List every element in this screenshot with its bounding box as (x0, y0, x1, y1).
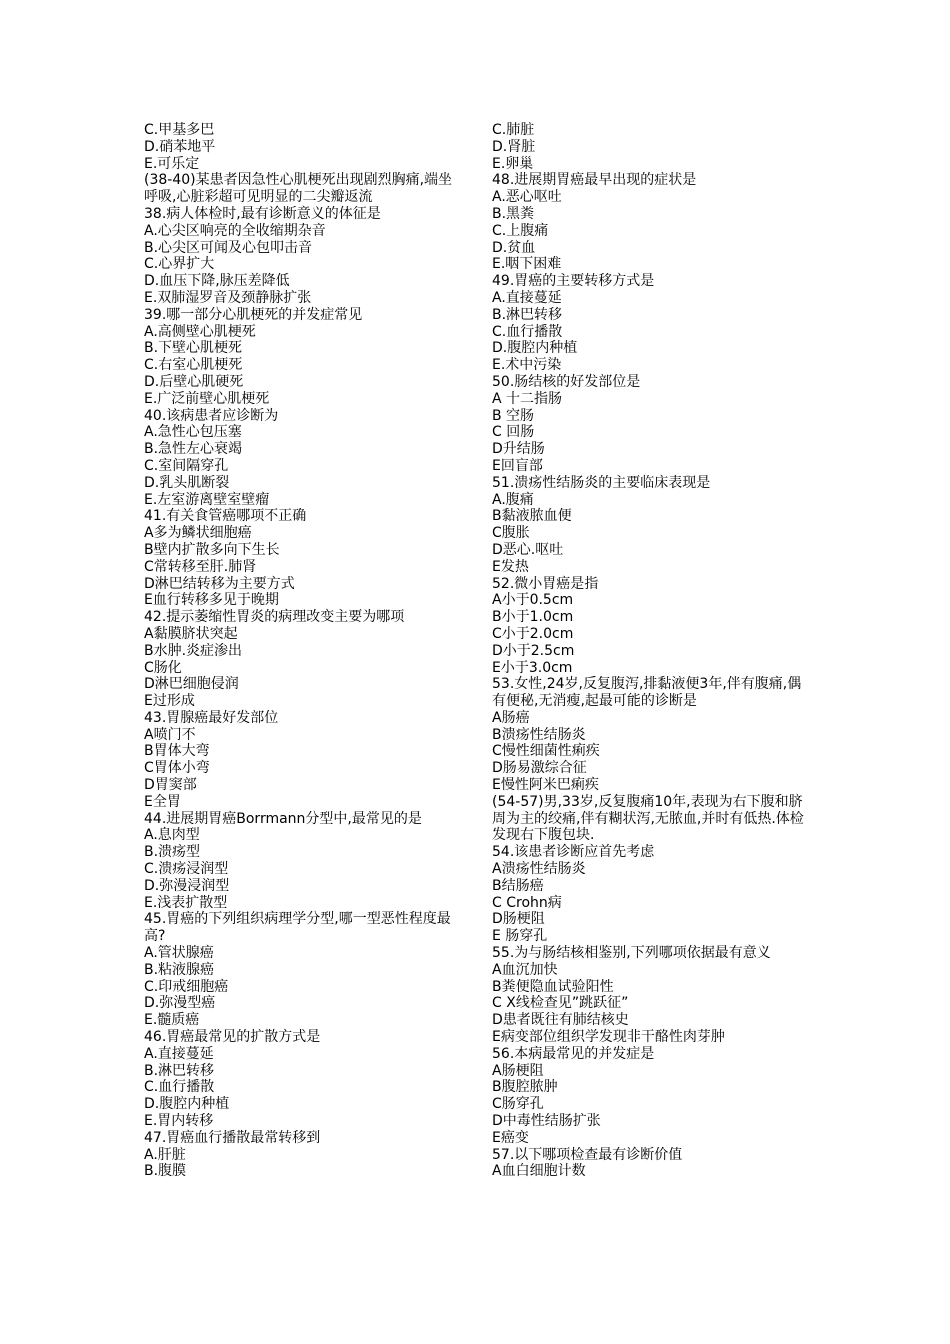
right-text-line: A溃疡性结肠炎 (492, 861, 586, 878)
left-text-line: E.髓质癌 (144, 1012, 200, 1029)
left-text-line: A.心尖区响亮的全收缩期杂音 (144, 222, 326, 239)
right-text-line: E慢性阿米巴痢疾 (492, 777, 599, 794)
right-text-line: 53.女性,24岁,反复腹泻,排黏液便3年,伴有腹痛,偶有便秘,无消瘦,起最可能的诊断是 (492, 676, 802, 710)
right-text-line: C 回肠 (492, 424, 535, 441)
left-text-line: A多为鳞状细胞癌 (144, 525, 252, 542)
left-text-line: A黏膜脐状突起 (144, 625, 238, 642)
right-text-line: D.肾脏 (492, 138, 536, 155)
right-text-line: D升结肠 (492, 441, 545, 458)
left-text-line: B壁内扩散多向下生长 (144, 541, 280, 558)
right-text-line: A 十二指肠 (492, 390, 563, 407)
right-text-line: A.直接蔓延 (492, 289, 562, 306)
left-text-line: E.胃内转移 (144, 1113, 214, 1130)
right-text-line: C X线检查见”跳跃征” (492, 995, 629, 1012)
left-text-line: D淋巴结转移为主要方式 (144, 575, 295, 592)
left-text-line: D.后壁心肌硬死 (144, 373, 244, 390)
right-text-line: D肠梗阻 (492, 911, 545, 928)
right-text-line: E.咽下困难 (492, 256, 562, 273)
left-text-line: E血行转移多见于晚期 (144, 592, 279, 609)
left-text-line: D胃窦部 (144, 777, 197, 794)
right-text-line: B溃疡性结肠炎 (492, 726, 586, 743)
left-text-line: E过形成 (144, 693, 195, 710)
left-text-line: E全胃 (144, 793, 181, 810)
right-text-line: B粪便隐血试验阳性 (492, 978, 614, 995)
right-text-line: E小于3.0cm (492, 659, 573, 676)
right-text-line: A肠梗阻 (492, 1062, 544, 1079)
left-text-line: B水肿.炎症渗出 (144, 642, 243, 659)
left-text-line: 44.进展期胃癌Borrmann分型中,最常见的是 (144, 810, 422, 827)
right-text-line: D.贫血 (492, 239, 536, 256)
left-text-line: B.心尖区可闻及心包叩击音 (144, 239, 313, 256)
right-text-line: D肠易激综合征 (492, 760, 587, 777)
right-text-line: B 空肠 (492, 407, 535, 424)
left-text-line: A.管状腺癌 (144, 945, 214, 962)
right-text-line: B.黑粪 (492, 205, 535, 222)
left-text-line: E.可乐定 (144, 155, 200, 172)
right-text-line: 51.溃疡性结肠炎的主要临床表现是 (492, 474, 711, 491)
left-text-line: (38-40)某患者因急性心肌梗死出现剧烈胸痛,端坐呼吸,心脏彩超可见明显的二尖瓣返流 (144, 172, 453, 206)
right-text-line: E发热 (492, 558, 529, 575)
left-text-line: C肠化 (144, 659, 182, 676)
right-text-line: B结肠癌 (492, 877, 544, 894)
left-text-line: A喷门不 (144, 726, 196, 743)
left-text-line: A.息肉型 (144, 827, 200, 844)
left-text-line: D.弥漫型癌 (144, 995, 216, 1012)
left-text-line: 45.胃癌的下列组织病理学分型,哪一型恶性程度最高? (144, 911, 451, 945)
right-text-line: A肠癌 (492, 709, 530, 726)
left-text-line: C.室间隔穿孔 (144, 457, 229, 474)
right-text-line: 50.肠结核的好发部位是 (492, 373, 641, 390)
left-text-line: B.急性左心衰竭 (144, 441, 243, 458)
left-text-line: C胃体小弯 (144, 760, 210, 777)
right-text-line: 54.该患者诊断应首先考虑 (492, 844, 655, 861)
left-text-line: D.腹腔内种植 (144, 1096, 230, 1113)
left-text-line: C.血行播散 (144, 1079, 215, 1096)
right-text-line: D患者既往有肺结核史 (492, 1012, 629, 1029)
right-text-line: C慢性细菌性痢疾 (492, 743, 600, 760)
left-text-line: C.甲基多巴 (144, 122, 215, 138)
left-text-line: 46.胃癌最常见的扩散方式是 (144, 1029, 321, 1046)
left-text-line: A.急性心包压塞 (144, 424, 242, 441)
right-text-line: B黏液脓血便 (492, 508, 572, 525)
right-text-line: 56.本病最常见的并发症是 (492, 1045, 655, 1062)
left-text-line: D.血压下降,脉压差降低 (144, 273, 290, 290)
right-text-line: C腹胀 (492, 525, 530, 542)
right-text-line: D恶心.呕吐 (492, 541, 564, 558)
left-text-line: B.腹膜 (144, 1163, 187, 1180)
right-text-line: B小于1.0cm (492, 609, 574, 626)
right-text-line: E回盲部 (492, 457, 543, 474)
left-text-line: A.肝脏 (144, 1146, 186, 1163)
left-text-line: 39.哪一部分心肌梗死的并发症常见 (144, 306, 363, 323)
left-column (144, 122, 466, 1180)
right-text-line: A血沉加快 (492, 961, 558, 978)
left-text-line: B.粘液腺癌 (144, 961, 215, 978)
right-text-line: 57.以下哪项检查最有诊断价值 (492, 1146, 683, 1163)
right-text-line: E病变部位组织学发现非干酪性肉芽肿 (492, 1029, 725, 1046)
right-text-line: 48.进展期胃癌最早出现的症状是 (492, 172, 697, 189)
right-text-line: 55.为与肠结核相鉴别,下列哪项依据最有意义 (492, 945, 771, 962)
left-text-line: D.乳头肌断裂 (144, 474, 230, 491)
left-text-line: 43.胃腺癌最好发部位 (144, 709, 279, 726)
left-text-line: C.印戒细胞癌 (144, 978, 229, 995)
left-text-line: E.浅表扩散型 (144, 894, 228, 911)
left-text-line: B.淋巴转移 (144, 1062, 215, 1079)
right-text-line: E.卵巢 (492, 155, 534, 172)
right-text-line: B腹腔脓肿 (492, 1079, 558, 1096)
left-text-line: 38.病人体检时,最有诊断意义的体征是 (144, 205, 381, 222)
right-text-line: E.术中污染 (492, 357, 562, 374)
left-text-line: 42.提示萎缩性胃炎的病理改变主要为哪项 (144, 609, 405, 626)
right-text-line: C小于2.0cm (492, 625, 574, 642)
right-text-line: 49.胃癌的主要转移方式是 (492, 273, 655, 290)
right-text-line: C Crohn病 (492, 894, 562, 911)
left-text-line: A.直接蔓延 (144, 1045, 214, 1062)
left-text-line: 41.有关食管癌哪项不正确 (144, 508, 307, 525)
right-column (492, 122, 814, 1180)
left-text-line: C.溃疡浸润型 (144, 861, 229, 878)
left-text-line: E.左室游离壁室壁瘤 (144, 491, 270, 508)
right-text-line: E癌变 (492, 1129, 529, 1146)
left-text-line: B.溃疡型 (144, 844, 201, 861)
right-text-line: B.淋巴转移 (492, 306, 563, 323)
left-text-line: 47.胃癌血行播散最常转移到 (144, 1129, 321, 1146)
right-text-line: C.血行播散 (492, 323, 563, 340)
left-text-line: B.下壁心肌梗死 (144, 340, 243, 357)
right-text-line: D.腹腔内种植 (492, 340, 578, 357)
left-text-line: C.右室心肌梗死 (144, 357, 243, 374)
left-text-line: D.弥漫浸润型 (144, 877, 230, 894)
left-text-line: C.心界扩大 (144, 256, 215, 273)
right-text-line: A.恶心呕吐 (492, 189, 562, 206)
right-text-line: (54-57)男,33岁,反复腹痛10年,表现为右下腹和脐周为主的绞痛,伴有糊状泻,无脓血,并时有低热.体检发现右下腹包块. (492, 793, 804, 844)
right-text-line: A小于0.5cm (492, 592, 574, 609)
right-text-line: E 肠穿孔 (492, 928, 548, 945)
right-text-line: C.上腹痛 (492, 222, 549, 239)
left-text-line: D淋巴细胞侵润 (144, 676, 239, 693)
left-text-line: A.高侧壁心肌梗死 (144, 323, 256, 340)
left-text-line: D.硝苯地平 (144, 138, 216, 155)
right-text-line: A血白细胞计数 (492, 1163, 586, 1180)
right-text-line: A.腹痛 (492, 491, 534, 508)
left-text-line: B胃体大弯 (144, 743, 210, 760)
right-text-line: C.肺脏 (492, 122, 535, 138)
left-text-line: C常转移至肝.肺肾 (144, 558, 257, 575)
right-text-line: C肠穿孔 (492, 1096, 544, 1113)
right-text-line: 52.微小胃癌是指 (492, 575, 599, 592)
right-text-line: D中毒性结肠扩张 (492, 1113, 601, 1130)
right-text-line: D小于2.5cm (492, 642, 575, 659)
left-text-line: E.广泛前壁心肌梗死 (144, 390, 270, 407)
left-text-line: E.双肺湿罗音及颈静脉扩张 (144, 289, 312, 306)
left-text-line: 40.该病患者应诊断为 (144, 407, 279, 424)
